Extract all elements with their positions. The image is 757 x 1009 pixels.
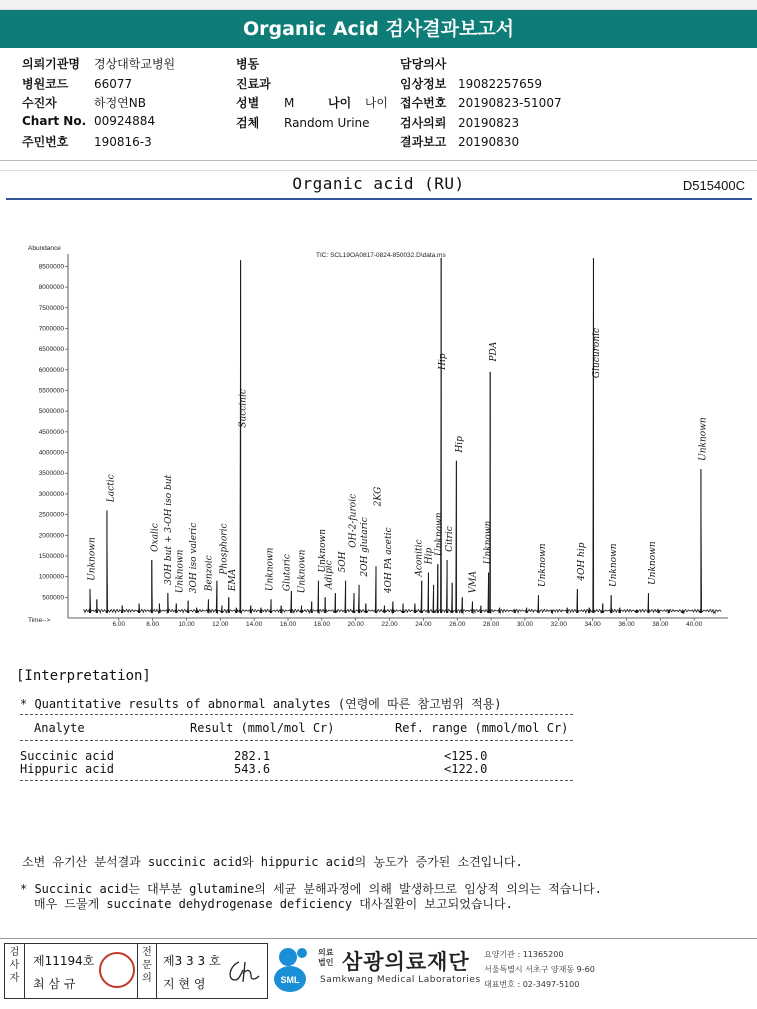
info-row <box>22 75 175 95</box>
y-tick-label: 7000000 <box>38 325 64 333</box>
x-tick-label: 8.00 <box>146 621 159 628</box>
info-label: 검체 <box>236 115 260 130</box>
x-tick-label: 18.00 <box>313 621 330 628</box>
note-line-1: * Succinic acid는 대부분 glutamine의 세균 분해과정에 의해 발생하므로 임상적 의의는 적습니다. <box>20 882 602 896</box>
specialist-name: 지 현 영 <box>163 977 206 991</box>
divider <box>0 160 757 161</box>
peak-annotation: 5OH <box>338 551 349 573</box>
y-tick-label: 4500000 <box>38 428 64 436</box>
note-line-2: 매우 드물게 succinate dehydrogenase deficiency 대사질환이 보고되었습니다. <box>34 897 513 911</box>
peak-annotation: Citric <box>444 526 455 552</box>
info-row <box>22 133 175 153</box>
examiner-seal <box>99 952 135 988</box>
info-row <box>400 133 562 153</box>
peak-annotation: Phosphoric <box>219 523 230 575</box>
info-value: 00924884 <box>94 113 156 128</box>
x-axis-label: Time--> <box>28 617 51 624</box>
chart-title: TIC: SCL19OA0817-0824-850032.D\data.ms <box>316 252 446 259</box>
peak-annotation: Glucuronic <box>592 327 602 379</box>
peak-annotation: 3OH iso valeric <box>189 522 200 594</box>
peak-annotation: 4OH PA acetic <box>383 527 394 594</box>
table-rule <box>20 780 573 781</box>
y-tick-label: 5000000 <box>38 408 64 416</box>
peak-annotation: PDA <box>488 341 499 362</box>
age-field <box>328 94 388 111</box>
peak-annotation: Benzoic <box>204 555 215 592</box>
peak-annotation: 3OH but + 3-OH iso but <box>163 474 174 585</box>
info-value: 190816-3 <box>94 135 152 149</box>
info-label: Chart No. <box>22 113 87 128</box>
y-tick-label: 5500000 <box>38 387 64 395</box>
top-band <box>0 0 757 10</box>
x-tick-label: 10.00 <box>178 621 195 628</box>
peak-annotation: 4OH hip <box>576 542 587 581</box>
divider <box>0 170 757 171</box>
peak-annotation: Unknown <box>647 541 658 585</box>
analyte-cell: Succinic acid <box>20 749 114 763</box>
age-value: 나이 <box>364 96 389 110</box>
x-tick-label: 36.00 <box>618 621 635 628</box>
y-tick-label: 500000 <box>42 594 64 602</box>
peak-annotation: Aconitic <box>414 539 425 577</box>
info-row <box>22 55 175 75</box>
section-title: Organic acid (RU) <box>292 174 465 193</box>
lab-type: 의료법인 <box>318 948 334 967</box>
x-tick-label: 12.00 <box>212 621 229 628</box>
lab-info-2: 서울특별시 서초구 양재동 9-60 <box>484 965 595 974</box>
x-tick-label: 28.00 <box>482 621 500 628</box>
peak-annotation: VMA <box>468 570 479 594</box>
header-result: Result (mmol/mol Cr) <box>190 721 335 735</box>
info-label: 결과보고 <box>400 135 447 149</box>
x-tick-label: 30.00 <box>516 621 534 628</box>
peak-annotation: Lactic <box>106 474 117 503</box>
peak-annotation: EMA <box>228 568 239 592</box>
peak-annotation: Succinic <box>238 389 249 428</box>
analyte-cell: Hippuric acid <box>20 762 114 776</box>
peak-annotation: OH-2-furoic <box>348 493 359 548</box>
info-row <box>400 75 562 95</box>
info-value: 20190830 <box>458 135 520 149</box>
peak-annotation: 2OH glutaric <box>360 517 371 577</box>
y-tick-label: 1500000 <box>38 552 64 560</box>
peak-annotation: Hip <box>454 436 465 453</box>
info-label: 성별 <box>236 96 260 110</box>
x-tick-label: 38.00 <box>652 621 669 628</box>
x-tick-label: 40.00 <box>686 621 703 628</box>
x-tick-label: 16.00 <box>279 621 297 628</box>
result-cell: 543.6 <box>234 762 271 776</box>
logo-text: SML <box>280 975 300 985</box>
lab-info-1: 요양기관 : 11365200 <box>484 950 564 959</box>
info-row <box>22 94 175 114</box>
x-tick-label: 34.00 <box>584 621 601 628</box>
y-tick-label: 3000000 <box>38 490 64 498</box>
info-label: 병동 <box>236 57 260 71</box>
lab-english-name: Samkwang Medical Laboratories <box>320 975 481 985</box>
ref-cell: <122.0 <box>444 762 488 776</box>
info-value: 20190823 <box>458 115 520 130</box>
info-value: 20190823-51007 <box>458 96 562 110</box>
info-row <box>400 114 562 134</box>
specialist-label: 전문의 <box>137 944 157 998</box>
x-tick-label: 22.00 <box>381 621 398 628</box>
x-tick-label: 24.00 <box>415 621 432 628</box>
peak-annotation: Unknown <box>483 520 494 565</box>
y-tick-label: 2500000 <box>38 511 64 519</box>
y-tick-label: 3500000 <box>38 470 64 478</box>
signature-icon <box>225 958 261 986</box>
specialist-no: 제3 3 3 호 <box>163 954 221 968</box>
info-row <box>400 55 562 75</box>
peak-annotation: Glutaric <box>282 554 293 592</box>
info-label: 진료과 <box>236 76 271 91</box>
examiner-label: 검사자 <box>5 944 25 998</box>
signature-box <box>4 943 268 999</box>
header-analyte: Analyte <box>34 721 85 735</box>
y-axis-label: Abundance <box>28 245 61 252</box>
info-label: 주민번호 <box>22 135 69 149</box>
peak-annotation: Unknown <box>317 528 328 573</box>
table-rule <box>20 714 573 715</box>
y-tick-label: 8000000 <box>38 284 64 292</box>
info-label: 검사의뢰 <box>400 115 447 130</box>
lab-info-3: 대표번호 : 02-3497-5100 <box>484 980 580 989</box>
peak-annotation: Oxalic <box>150 523 161 552</box>
info-value: 19082257659 <box>458 76 542 91</box>
info-label: 의뢰기관명 <box>22 57 80 71</box>
info-label: 수진자 <box>22 96 57 110</box>
test-code: D515400C <box>682 178 745 193</box>
header-ref: Ref. range (mmol/mol Cr) <box>395 721 569 735</box>
y-tick-label: 1000000 <box>38 573 64 581</box>
x-tick-label: 26.00 <box>449 621 466 628</box>
section-underline <box>6 198 752 200</box>
patient-col-3 <box>400 55 562 153</box>
ref-cell: <125.0 <box>444 749 488 763</box>
y-tick-label: 4000000 <box>38 449 64 457</box>
info-label: 임상정보 <box>400 76 447 91</box>
examiner-name: 최 삼 규 <box>33 977 76 991</box>
peak-annotation: Hip <box>438 353 448 370</box>
info-value: 66077 <box>94 76 133 91</box>
peak-annotation: Unknown <box>87 537 98 581</box>
y-tick-label: 6500000 <box>38 346 64 354</box>
info-value: M <box>284 96 295 110</box>
lab-name: 삼광의료재단 <box>342 950 470 974</box>
table-rule <box>20 740 573 741</box>
age-label: 나이 <box>328 96 352 110</box>
info-label: 접수번호 <box>400 96 447 110</box>
interpretation-title: [Interpretation] <box>16 668 151 684</box>
info-row <box>236 55 370 75</box>
info-value: 하정연NB <box>94 96 146 110</box>
report-title: Organic Acid 검사결과보고서 <box>0 10 757 48</box>
peak-annotation: Unknown <box>297 549 308 594</box>
peak-annotation: Unknown <box>698 417 709 461</box>
info-row <box>400 94 562 114</box>
y-tick-label: 8500000 <box>38 263 64 271</box>
peak-annotation: 2KG <box>373 486 384 507</box>
peak-annotation: Adipic <box>324 560 335 590</box>
info-row <box>236 114 370 134</box>
peak-annotation: Unknown <box>265 547 276 592</box>
result-cell: 282.1 <box>234 749 271 763</box>
info-label: 병원코드 <box>22 76 69 91</box>
peak-annotation: Hip <box>424 547 435 565</box>
x-tick-label: 6.00 <box>112 621 126 628</box>
peak-annotation: Unknown <box>608 543 619 587</box>
info-label: 담당의사 <box>400 57 447 71</box>
peak-annotation: Unknown <box>537 543 548 587</box>
x-tick-label: 20.00 <box>347 621 364 628</box>
y-tick-label: 2000000 <box>38 532 64 540</box>
summary-text: 소변 유기산 분석결과 succinic acid와 hippuric acid의 농도가 증가된 소견입니다. <box>22 855 523 869</box>
chromatogram-chart <box>0 240 757 630</box>
info-row <box>236 75 370 95</box>
x-tick-label: 14.00 <box>246 621 263 628</box>
y-tick-label: 6000000 <box>38 366 64 374</box>
peak-annotation: Unknown <box>175 549 186 594</box>
peak-annotation: Unknown <box>434 512 445 556</box>
y-tick-label: 7500000 <box>38 304 64 312</box>
examiner-no: 제11194호 <box>33 954 95 968</box>
info-value: Random Urine <box>284 115 370 130</box>
sml-logo-icon <box>272 945 316 995</box>
info-value: 경상대학교병원 <box>94 57 176 71</box>
footer-divider <box>0 938 757 939</box>
quant-title: * Quantitative results of abnormal analytes (연령에 따른 참고범위 적용) <box>20 697 502 711</box>
x-tick-label: 32.00 <box>550 621 567 628</box>
info-row <box>22 114 175 134</box>
patient-col-1 <box>22 55 175 153</box>
